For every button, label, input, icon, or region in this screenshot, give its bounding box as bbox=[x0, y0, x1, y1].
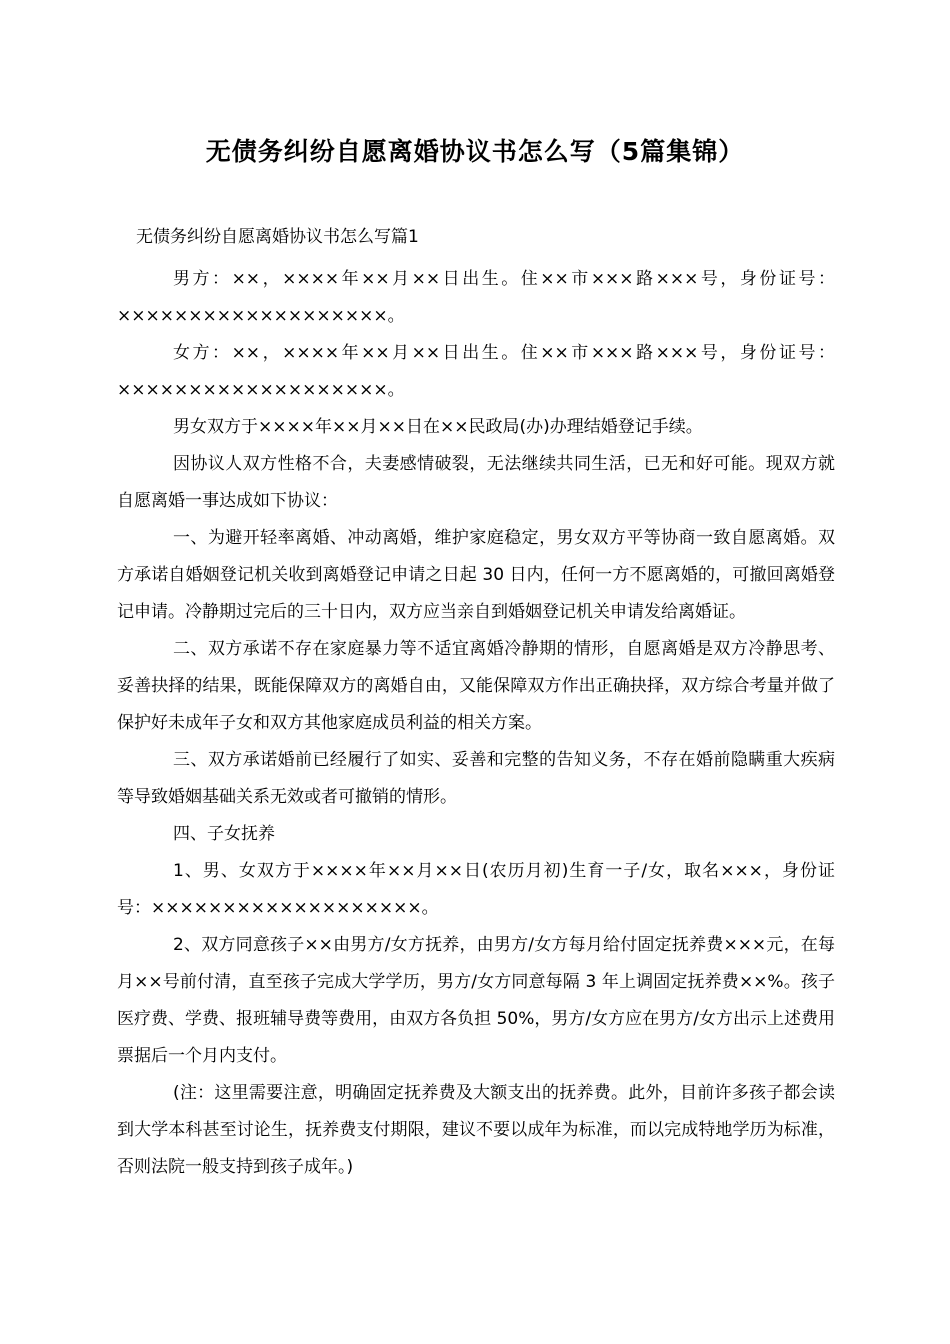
document-body bbox=[117, 224, 835, 1186]
paragraph-clause-1: 一、为避开轻率离婚、冲动离婚，维护家庭稳定，男女双方平等协商一致自愿离婚。双方承诺自婚姻登记机关收到离婚登记申请之日起 30 日内，任何一方不愿离婚的，可撤回离婚登记申请。冷静期过完后的三十日内，双方应当亲自到婚姻登记机关申请发给离婚证。 bbox=[117, 528, 835, 622]
paragraph-child-support: 2、双方同意孩子××由男方/女方抚养，由男方/女方每月给付固定抚养费×××元，在每月××号前付清，直至孩子完成大学学历，男方/女方同意每隔 3 年上调固定抚养费××%。孩子医疗费、学费、报班辅导费等费用，由双方各负担 50%，男方/女方应在男方/女方出示上述费用票据后一个月内支付。 bbox=[117, 935, 835, 1066]
section-heading: 无债务纠纷自愿离婚协议书怎么写篇1 bbox=[136, 227, 419, 247]
document-title: 无债务纠纷自愿离婚协议书怎么写（5篇集锦） bbox=[205, 137, 745, 166]
paragraph-female-party: 女方：××，××××年××月××日出生。住××市×××路×××号，身份证号：×××××××××××××××××××。 bbox=[117, 343, 835, 400]
paragraph-note: (注：这里需要注意，明确固定抚养费及大额支出的抚养费。此外，目前许多孩子都会读到大学本科甚至讨论生，抚养费支付期限，建议不要以成年为标准，而以完成特地学历为标准，否则法院一般支持到孩子成年。) bbox=[117, 1083, 835, 1177]
paragraph-marriage-registration: 男女双方于××××年××月××日在××民政局(办)办理结婚登记手续。 bbox=[173, 417, 703, 437]
paragraph-clause-4-heading: 四、子女抚养 bbox=[173, 824, 275, 844]
paragraph-clause-2: 二、双方承诺不存在家庭暴力等不适宜离婚冷静期的情形，自愿离婚是双方冷静思考、妥善抉择的结果，既能保障双方的离婚自由，又能保障双方作出正确抉择，双方综合考量并做了保护好未成年子女和双方其他家庭成员利益的相关方案。 bbox=[117, 639, 835, 733]
paragraph-child-birth: 1、男、女双方于××××年××月××日(农历月初)生育一子/女，取名×××，身份证号：×××××××××××××××××××。 bbox=[117, 861, 835, 918]
paragraph-male-party: 男方：××，××××年××月××日出生。住××市×××路×××号，身份证号：×××××××××××××××××××。 bbox=[117, 269, 835, 326]
paragraph-reason: 因协议人双方性格不合，夫妻感情破裂，无法继续共同生活，已无和好可能。现双方就自愿离婚一事达成如下协议： bbox=[117, 454, 835, 511]
paragraph-clause-3: 三、双方承诺婚前已经履行了如实、妥善和完整的告知义务，不存在婚前隐瞒重大疾病等导致婚姻基础关系无效或者可撤销的情形。 bbox=[117, 750, 835, 807]
